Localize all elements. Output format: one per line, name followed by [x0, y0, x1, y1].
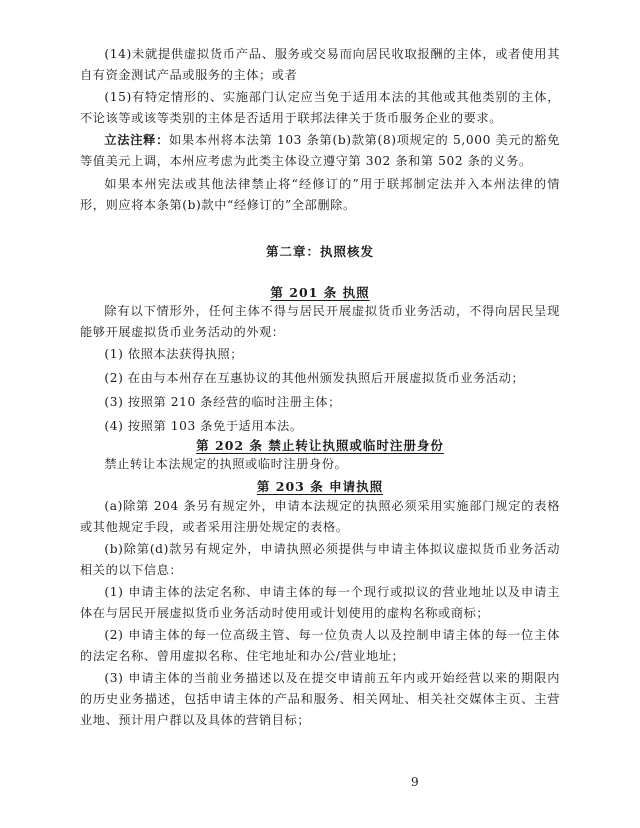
section-201-item: (1) 依照本法获得执照； — [104, 347, 244, 361]
section-201-title: 第 201 条 执照 — [270, 285, 370, 300]
paragraph-item-14: (14)未就提供虚拟货币产品、服务或交易而向居民收取报酬的主体，或者使用其自有资金测试产品或服务的主体；或者 — [80, 47, 560, 82]
section-202-text: 禁止转让本法规定的执照或临时注册身份。 — [104, 457, 348, 471]
section-203-item: (2) 申请主体的每一位高级主管、每一位负责人以及控制申请主体的每一位主体的法定名称、曾用虚拟名称、住宅地址和办公/营业地址； — [80, 628, 560, 663]
section-203-item: (3) 申请主体的当前业务描述以及在提交申请前五年内或开始经营以来的期限内的历史业务描述，包括申请主体的产品和服务、相关网址、相关社交媒体主页、主营业地、预计用户群以及具体的营销目标； — [80, 671, 560, 727]
section-203-item: (1) 申请主体的法定名称、申请主体的每一个现行或拟议的营业地址以及申请主体在与居民开展虚拟货币业务活动时使用或计划使用的虚构名称或商标； — [80, 585, 560, 620]
section-201-item: (4) 按照第 103 条免于适用本法。 — [104, 419, 303, 433]
legislative-note-label: 立法注释： — [104, 133, 169, 147]
section-201-intro: 除有以下情形外，任何主体不得与居民开展虚拟货币业务活动，不得向居民呈现能够开展虚拟货币业务活动的外观： — [80, 304, 560, 339]
legislative-note-2: 如果本州宪法或其他法律禁止将“经修订的”用于联邦制定法并入本州法律的情形，则应将本条第(b)款中“经修订的”全部删除。 — [80, 177, 560, 212]
legislative-note — [80, 130, 560, 172]
page-number: 9 — [411, 775, 419, 789]
section-201-item: (3) 按照第 210 条经营的临时注册主体； — [104, 395, 341, 409]
paragraph-item-15: (15)有特定情形的、实施部门认定应当免于适用本法的其他或其他类别的主体，不论该等或该等类别的主体是否适用于联邦法律关于货币服务企业的要求。 — [80, 90, 560, 125]
section-203-title: 第 203 条 申请执照 — [256, 479, 384, 494]
legislative-note-text: 如果本州将本法第 103 条第(b)款第(8)项规定的 5,000 美元的豁免等值美元上调，本州应考虑为此类主体设立遵守第 302 条和第 502 条的义务。 — [80, 133, 561, 168]
section-203-b: (b)除第(d)款另有规定外，申请执照必须提供与申请主体拟议虚拟货币业务活动相关的以下信息： — [80, 542, 560, 577]
section-203-a: (a)除第 204 条另有规定外，申请本法规定的执照必须采用实施部门规定的表格或其他规定手段，或者采用注册处规定的表格。 — [80, 499, 560, 534]
section-202-title: 第 202 条 禁止转让执照或临时注册身份 — [196, 438, 444, 453]
section-201-item: (2) 在由与本州存在互惠协议的其他州颁发执照后开展虚拟货币业务活动； — [104, 371, 525, 385]
chapter-title: 第二章：执照核发 — [265, 244, 374, 259]
